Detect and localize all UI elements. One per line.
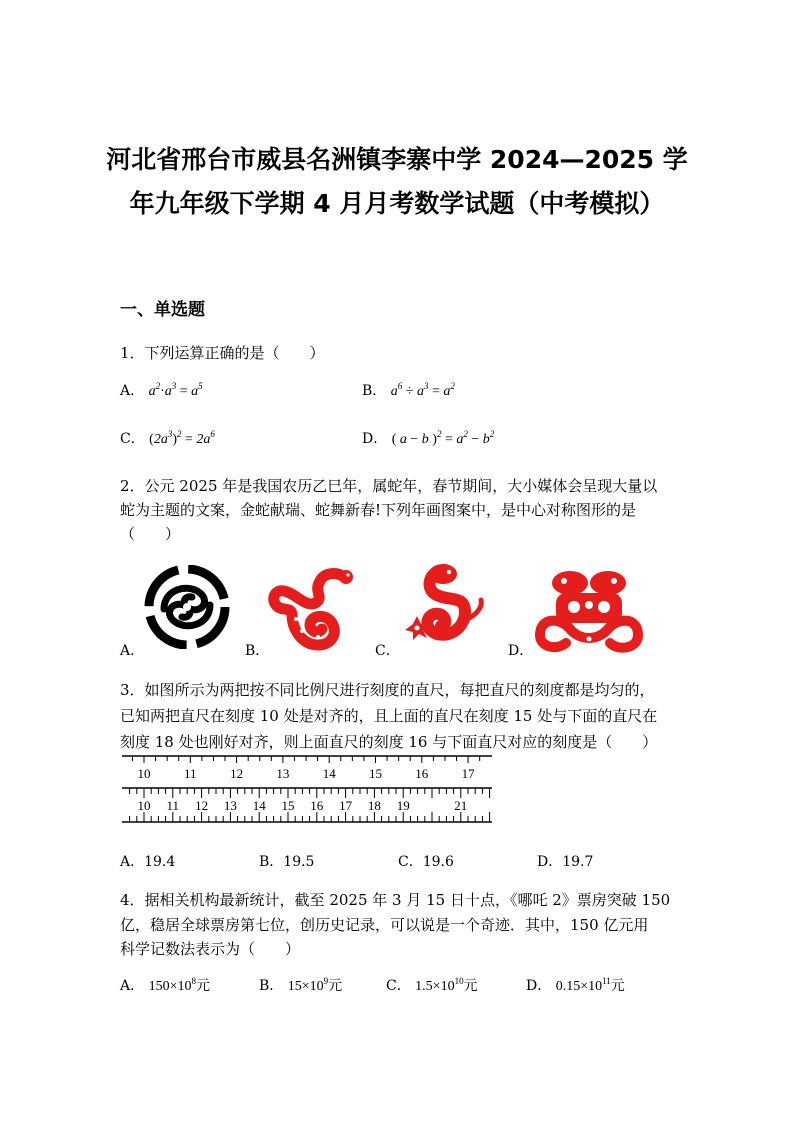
option-label: B． [259,978,284,994]
bottom-ruler-label: 12 [195,798,209,813]
bottom-ruler-label: 16 [310,798,324,813]
red-papercut-snakes-image-d [530,565,648,655]
top-ruler-label: 14 [322,766,336,781]
option-formula: $a^6 \div a^3 = a^2$ [390,381,455,399]
question-4-option-d [526,975,625,995]
bottom-ruler-label: 18 [367,798,381,813]
bottom-ruler-label: 11 [166,798,180,813]
question-4-line-2: 亿，稳居全球票房第七位，创历史记录，可以说是一个奇迹．其中，150 亿元用 [120,916,649,934]
option-formula: $0.15\times 10^{11}$ [555,976,611,994]
question-3-line-2: 已知两把直尺在刻度 10 处是对齐的，且上面的直尺在刻度 15 处与下面的直尺在 [120,707,658,725]
top-ruler-label: 13 [276,766,290,781]
question-1-option-c [120,428,215,448]
bottom-ruler-label: 13 [223,798,237,813]
question-3-option-d: D．19.7 [537,854,594,870]
question-2-line-2: 蛇为主题的文案，金蛇献瑞、蛇舞新春!下列年画图案中，是中心对称图形的是 [120,501,637,519]
bottom-ruler-label: 15 [281,798,295,813]
page-title-line-2: 年九年级下学期 4 月月考数学试题（中考模拟） [129,189,665,218]
option-formula: $a^2\cdot a^3 = a^5$ [148,381,203,399]
question-1-option-a [120,380,203,400]
red-snake-image-b [266,565,358,655]
option-label: A． [120,978,145,994]
unit: 元 [610,978,625,994]
page-title-line-1: 河北省邢台市威县名洲镇李寨中学 2024—2025 学 [106,145,688,174]
question-2-label-d: D． [508,643,534,659]
question-2-label-c: C． [375,643,400,659]
question-2-line-1: 2．公元 2025 年是我国农历乙巳年，属蛇年，春节期间，大小媒体会呈现大量以 [120,477,658,495]
bottom-ruler-label: 10 [137,798,151,813]
top-ruler-label: 12 [230,766,244,781]
option-label: D． [526,978,552,994]
top-ruler-label: 16 [415,766,429,781]
option-label: C． [386,978,411,994]
option-label: B． [362,383,387,399]
bottom-ruler-label: 19 [396,798,410,813]
option-formula: $150\times 10^8$ [148,976,196,994]
question-2-label-b: B． [245,643,270,659]
unit: 元 [328,978,343,994]
top-ruler-label: 17 [461,766,475,781]
option-formula: $15\times 10^9$ [287,976,329,994]
option-formula: ( a − b )$^2 = a^2 - b^2$ [391,429,495,447]
question-2-label-a: A． [120,643,145,659]
top-ruler-label: 15 [369,766,382,781]
question-2-line-3: （ ） [120,525,181,543]
bottom-ruler-label: 17 [339,798,353,813]
two-rulers-figure [118,754,494,826]
option-label: A． [120,383,145,399]
question-4-option-a [120,975,210,995]
question-4-line-1: 4．据相关机构最新统计，截至 2025 年 3 月 15 日十点，《哪吒 2》票房突破 150 [120,891,671,909]
question-1-option-d [362,428,494,448]
option-formula: $1.5\times 10^{10}$ [415,976,464,994]
question-1-option-b [362,380,455,400]
option-label: C． [120,431,145,447]
snake-emblem-image-a [144,565,230,649]
question-4-option-b [259,975,342,995]
bottom-ruler-label: 21 [454,798,468,813]
question-1-stem: 1．下列运算正确的是（ ） [120,344,325,362]
question-3-line-3: 刻度 18 处也刚好对齐，则上面直尺的刻度 16 与下面直尺对应的刻度是（ ） [120,733,658,751]
bottom-ruler-label: 14 [252,798,266,813]
question-3-option-b: B．19.5 [259,854,315,870]
question-4-line-3: 科学记数法表示为（ ） [120,940,301,958]
option-label: D． [362,431,388,447]
section-heading: 一、单选题 [120,300,205,320]
question-4-option-c [386,975,478,995]
unit: 元 [195,978,210,994]
question-3-option-a: A．19.4 [120,854,176,870]
top-ruler-label: 11 [184,766,197,781]
question-3-option-c: C．19.6 [398,854,454,870]
option-formula: $(2a^3)^2 = 2a^6$ [149,429,215,447]
top-ruler-label: 10 [137,766,151,781]
question-3-line-1: 3．如图所示为两把按不同比例尺进行刻度的直尺，每把直尺的刻度都是均匀的， [120,681,655,699]
unit: 元 [463,978,478,994]
red-snake-image-c [395,560,495,654]
